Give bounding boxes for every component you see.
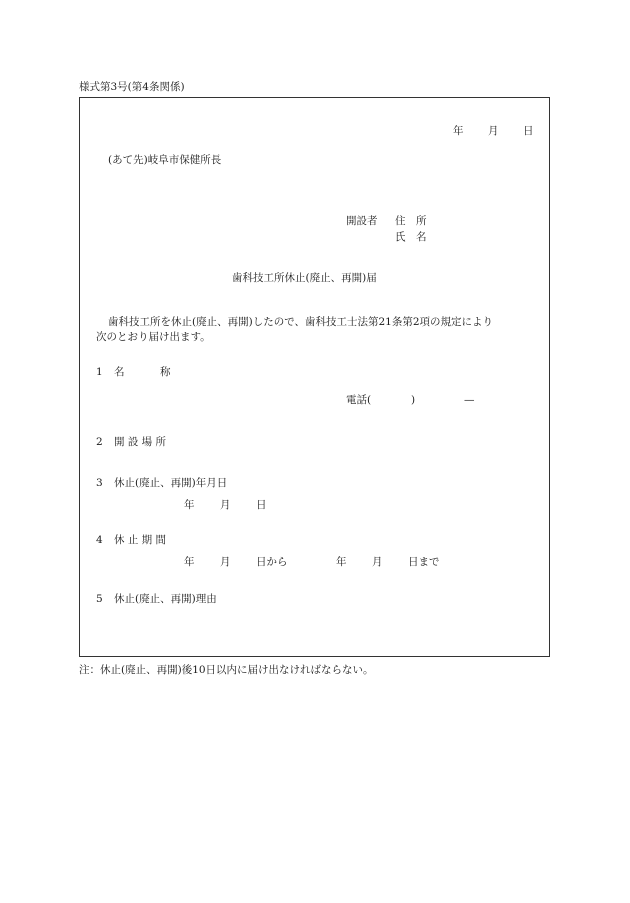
applicant-name-label: 氏 名	[395, 231, 427, 243]
item-3-number: 3	[96, 477, 103, 489]
form-frame	[79, 97, 550, 657]
item-3-day: 日	[256, 499, 267, 511]
addressee: (あて先)岐阜市保健所長	[108, 154, 222, 166]
item-2-label: 開 設 場 所	[114, 436, 167, 448]
item-5-label: 休止(廃止、再開)理由	[114, 593, 217, 605]
form-title: 歯科技工所休止(廃止、再開)届	[232, 272, 377, 284]
applicant-label: 開設者	[346, 215, 378, 227]
item-3-year: 年	[184, 499, 195, 511]
phone-dash: —	[464, 394, 475, 406]
phone-label: 電話(	[346, 394, 372, 406]
item-4-year-from: 年	[184, 556, 195, 568]
item-4-label: 休 止 期 間	[114, 534, 167, 546]
item-3-month: 月	[220, 499, 231, 511]
body-text-line1: 歯科技工所を休止(廃止、再開)したので、歯科技工士法第21条第2項の規定により	[108, 316, 494, 328]
date-year: 年	[453, 125, 464, 137]
item-1-label-first: 名	[114, 366, 125, 378]
item-4-day-from: 日から	[256, 556, 288, 568]
form-number: 様式第3号(第4条関係)	[79, 81, 185, 93]
date-day: 日	[523, 125, 534, 137]
item-4-month-to: 月	[372, 556, 383, 568]
item-2-number: 2	[96, 436, 103, 448]
item-3-label: 休止(廃止、再開)年月日	[114, 477, 228, 489]
item-4-year-to: 年	[336, 556, 347, 568]
item-4-month-from: 月	[220, 556, 231, 568]
item-5-number: 5	[96, 593, 103, 605]
body-text-line2: 次のとおり届け出ます。	[96, 331, 211, 343]
phone-paren-close: )	[411, 394, 416, 406]
applicant-address-label: 住 所	[395, 215, 427, 227]
footnote: 注：休止(廃止、再開)後10日以内に届け出なければならない。	[79, 664, 374, 676]
item-1-number: 1	[96, 366, 103, 378]
item-1-label-second: 称	[160, 366, 171, 378]
item-4-number: 4	[96, 534, 103, 546]
date-month: 月	[488, 125, 499, 137]
item-4-day-to: 日まで	[408, 556, 440, 568]
